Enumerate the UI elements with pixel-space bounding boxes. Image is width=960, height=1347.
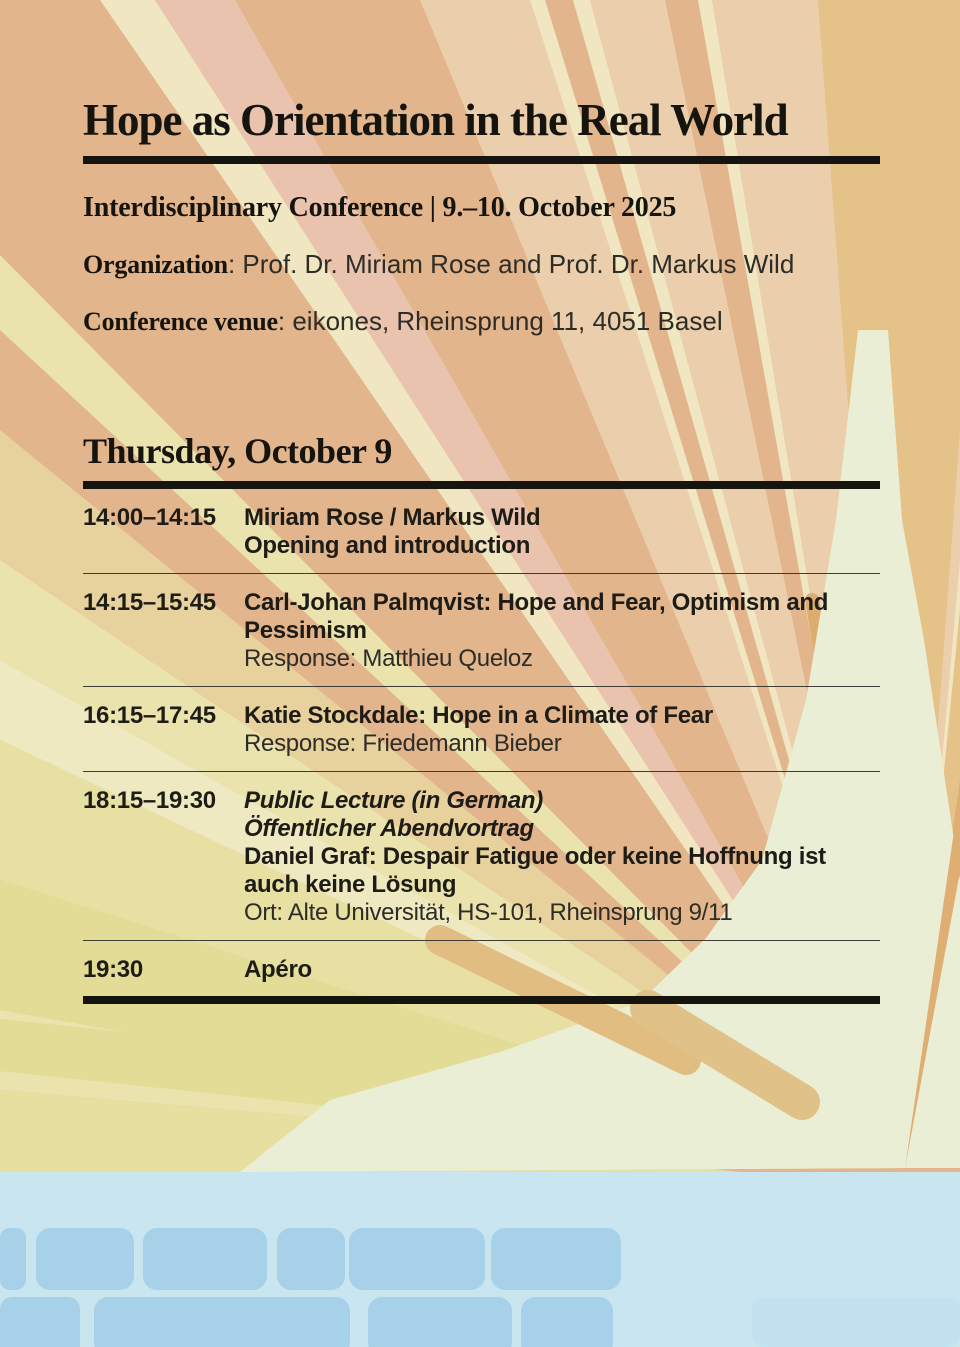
schedule-entry — [244, 956, 880, 984]
brick — [94, 1297, 350, 1347]
schedule-line: Public Lecture (in German) — [244, 786, 543, 814]
organization-label: Organization — [83, 249, 228, 279]
brick — [0, 1228, 26, 1290]
brick — [368, 1297, 512, 1347]
title-rule — [83, 156, 880, 164]
schedule-entry — [244, 787, 880, 927]
schedule-time: 18:15–19:30 — [83, 786, 216, 814]
organization-value: : Prof. Dr. Miriam Rose and Prof. Dr. Markus Wild — [227, 248, 795, 279]
schedule-line: Opening and introduction — [244, 531, 531, 559]
schedule-line: Öffentlicher Abendvortrag — [244, 814, 534, 842]
schedule-line: Katie Stockdale: Hope in a Climate of Fear — [244, 701, 713, 729]
schedule-line: Daniel Graf: Despair Fatigue oder keine Hoffnung ist auch keine Lösung — [244, 842, 826, 898]
water-group — [0, 1172, 960, 1347]
brick — [143, 1228, 267, 1290]
schedule-entry — [244, 589, 880, 673]
venue-line — [83, 305, 880, 338]
brick — [521, 1297, 613, 1347]
brick — [0, 1297, 80, 1347]
schedule-line: Response: Friedemann Bieber — [244, 729, 562, 757]
schedule-row — [83, 574, 880, 687]
schedule-line: Carl-Johan Palmqvist: Hope and Fear, Optimism and Pessimism — [244, 588, 829, 644]
brick — [491, 1228, 621, 1290]
day-title: Thursday, October 9 — [83, 430, 392, 471]
page-title: Hope as Orientation in the Real World — [83, 95, 788, 145]
organization-line — [83, 248, 880, 281]
brick — [349, 1228, 485, 1290]
schedule-line: Ort: Alte Universität, HS-101, Rheinsprung 9/11 — [244, 898, 733, 926]
conference-subtitle: Interdisciplinary Conference | 9.–10. October 2025 — [83, 191, 677, 223]
bottom-rule — [83, 996, 880, 1004]
schedule-entry — [244, 504, 880, 560]
schedule-row — [83, 772, 880, 941]
brick — [277, 1228, 345, 1290]
schedule-time: 14:15–15:45 — [83, 588, 216, 616]
schedule-row — [83, 687, 880, 772]
schedule-time: 16:15–17:45 — [83, 701, 216, 729]
schedule-row — [83, 489, 880, 574]
venue-label: Conference venue — [83, 306, 278, 336]
venue-value: : eikones, Rheinsprung 11, 4051 Basel — [277, 305, 723, 336]
schedule-time: 14:00–14:15 — [83, 503, 216, 531]
schedule-line: Apéro — [244, 955, 312, 983]
brick — [752, 1297, 960, 1347]
schedule-line: Response: Matthieu Queloz — [244, 644, 533, 672]
day-rule — [83, 481, 880, 489]
schedule-entry — [244, 702, 880, 758]
schedule-row — [83, 941, 880, 996]
schedule-time: 19:30 — [83, 955, 143, 983]
schedule-line: Miriam Rose / Markus Wild — [244, 503, 541, 531]
poster-content — [83, 0, 880, 1004]
brick — [36, 1228, 134, 1290]
schedule-table — [83, 489, 880, 996]
